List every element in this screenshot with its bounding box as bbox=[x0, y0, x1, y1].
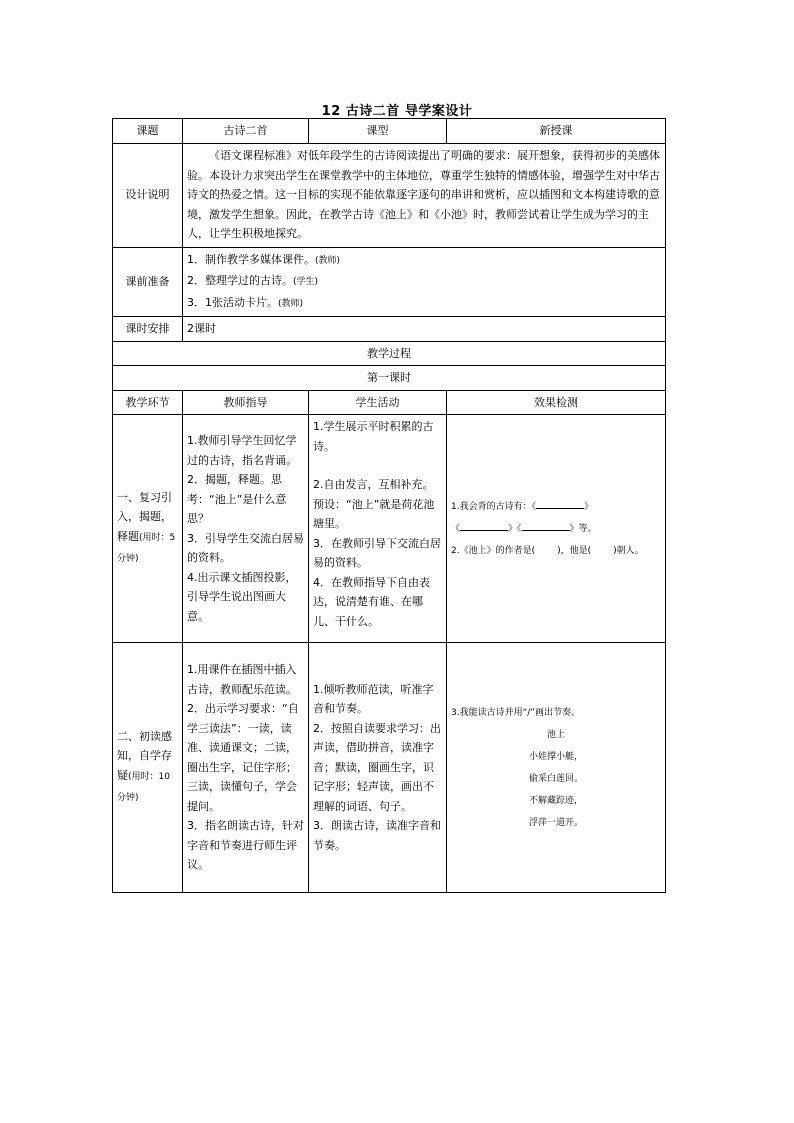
design-text: 《语文课程标准》对低年段学生的古诗阅读提出了明确的要求：展开想象，获得初步的美感体验。本设计力求突出学生在课堂教学中的主体地位，尊重学生独特的情感体验，增强学生对中华古诗文的热爱之情。这一目标的实现不能依靠逐字逐句的串讲和赏析，应以插图和文本构建诗歌的意境，激发学生想象。因此，在教学古诗《池上》和《小池》时，教师尝试着让学生成为学习的主人，让学生积极地探究。 bbox=[183, 143, 666, 247]
design-label: 设计说明 bbox=[113, 143, 183, 247]
check-question: 2.《池上》的作者是( )，他是( )朝人。 bbox=[451, 545, 644, 556]
column-header: 效果检测 bbox=[447, 390, 666, 415]
teacher-cell bbox=[183, 643, 309, 893]
topic-value: 古诗二首 bbox=[183, 119, 309, 144]
check-question: 1.我会背的古诗有：《 》 bbox=[451, 496, 661, 518]
design-row bbox=[113, 143, 666, 247]
column-header: 教学环节 bbox=[113, 390, 183, 415]
stage-note: (用时：10分钟) bbox=[117, 771, 170, 803]
poem-line: 小娃撑小艇， bbox=[528, 751, 583, 762]
student-step: 3．在教师引导下交流白居易的资料。 bbox=[313, 536, 441, 569]
column-header: 教师指导 bbox=[183, 390, 309, 415]
teacher-step: 2．揭题，释题。思考：“池上”是什么意思？ bbox=[187, 473, 287, 525]
student-step: 1.倾听教师范读，听准字音和节奏。 bbox=[313, 682, 434, 716]
student-cell bbox=[309, 415, 447, 643]
student-step: 2．按照自读要求学习：出声读，借助拼音，读准字音；默读，圈画生字，识记字形；轻声读，画出不理解的词语、句子。 bbox=[313, 721, 441, 813]
page-title: 12 古诗二首 导学案设计 bbox=[321, 104, 473, 119]
type-value: 新授课 bbox=[447, 119, 666, 144]
column-header-row bbox=[113, 390, 666, 415]
teacher-step: 3．指名朗读古诗，针对字音和节奏进行师生评议。 bbox=[187, 819, 304, 872]
student-step: 1.学生展示平时积累的古诗。 bbox=[313, 420, 434, 453]
process-heading: 教学过程 bbox=[113, 341, 666, 366]
stage-cell bbox=[113, 415, 183, 643]
stage-cell bbox=[113, 643, 183, 893]
lesson-row bbox=[113, 366, 666, 391]
teacher-step: 1.教师引导学生回忆学过的古诗，指名背诵。 bbox=[187, 434, 297, 467]
student-step: 3．朗读古诗，读准字音和节奏。 bbox=[313, 819, 441, 852]
prep-items bbox=[183, 247, 666, 317]
poem-line: 浮萍一道开。 bbox=[528, 817, 583, 828]
type-label: 课型 bbox=[309, 119, 447, 144]
schedule-value: 2课时 bbox=[183, 317, 666, 342]
teacher-step: 1.用课件在插图中插入古诗，教师配乐范读。 bbox=[187, 663, 297, 696]
teacher-step: 4.出示课文插图投影，引导学生说出图画大意。 bbox=[187, 570, 297, 623]
check-cell bbox=[447, 415, 666, 643]
stage-row-2 bbox=[113, 643, 666, 893]
lesson-heading: 第一课时 bbox=[113, 366, 666, 391]
prep-item: 1．制作教学多媒体课件。(教师) bbox=[187, 252, 341, 266]
stage-title: 一、复习引入，揭题，释题 bbox=[117, 490, 172, 543]
topic-label: 课题 bbox=[113, 119, 183, 144]
teacher-step: 3．引导学生交流白居易的资料。 bbox=[187, 531, 304, 564]
column-header: 学生活动 bbox=[309, 390, 447, 415]
prep-row bbox=[113, 247, 666, 317]
process-row bbox=[113, 341, 666, 366]
schedule-label: 课时安排 bbox=[113, 317, 183, 342]
stage-title: 二、初读感知，自学存疑 bbox=[117, 729, 172, 782]
header-row bbox=[113, 119, 666, 144]
stage-note: (用时：5分钟) bbox=[117, 532, 176, 564]
student-step: 4．在教师指导下自由表达，说清楚有谁、在哪儿、干什么。 bbox=[313, 575, 430, 628]
teacher-cell bbox=[183, 415, 309, 643]
check-cell bbox=[447, 643, 666, 893]
prep-label: 课前准备 bbox=[113, 247, 183, 317]
teacher-step: 2．出示学习要求：“自学三读法”：一读，读准、读通课文；二读，圈出生字，记住字形；三读，读懂句子，学会提问。 bbox=[187, 702, 299, 813]
student-step: 2.自由发言，互相补充。预设：“池上”就是荷花池塘里。 bbox=[313, 478, 435, 530]
schedule-row bbox=[113, 317, 666, 342]
prep-item: 2．整理学过的古诗。(学生) bbox=[187, 274, 319, 287]
poem-title: 池上 bbox=[546, 729, 565, 740]
check-task: 3.我能读古诗并用“/”画出节奏。 bbox=[451, 707, 580, 718]
check-question: 《 》《 》等。 bbox=[451, 518, 661, 540]
poem-line: 偷采白莲回。 bbox=[528, 773, 583, 784]
lesson-plan-table bbox=[112, 118, 666, 893]
student-cell bbox=[309, 643, 447, 893]
prep-item: 3．1张活动卡片。(教师) bbox=[187, 295, 304, 309]
stage-row-1 bbox=[113, 415, 666, 643]
poem-line: 不解藏踪迹， bbox=[528, 795, 583, 806]
